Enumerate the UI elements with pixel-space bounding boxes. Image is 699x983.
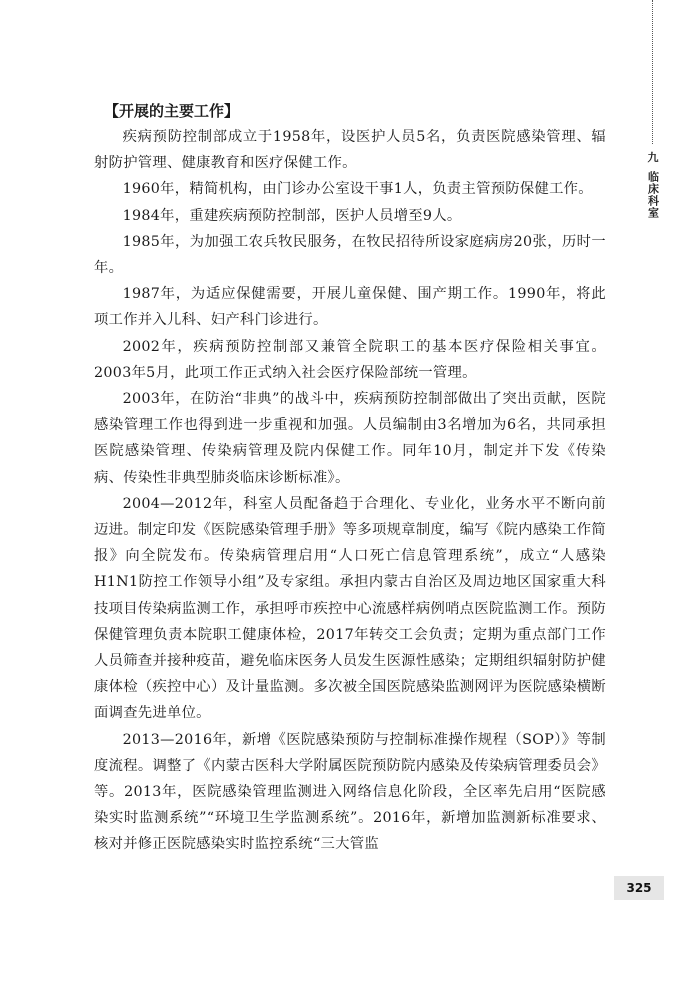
paragraph: 2013—2016年，新增《医院感染预防与控制标准操作规程（SOP）》等制度流程。调整了《内蒙古医科大学附属医院预防院内感染及传染病管理委员会》等。2013年，医院感染管理监测进入网络信息化阶段，全区率先启用“医院感染实时监测系统”“环境卫生学监测系统”。2016年，新增加监测新标准要求、核对并修正医院感染实时监控系统“三大管监 [94,731,606,853]
section-heading: 【开展的主要工作】 [104,102,240,120]
paragraph: 2002年，疾病预防控制部又兼管全院职工的基本医疗保险相关事宜。2003年5月，此项工作正式纳入社会医疗保险部统一管理。 [94,338,606,381]
section-title: 临床科室 [646,171,660,219]
paragraph: 1987年，为适应保健需要，开展儿童保健、围产期工作。1990年，将此项工作并入儿科、妇产科门诊进行。 [94,286,606,329]
paragraph: 1960年，精简机构，由门诊办公室设干事1人，负责主管预防保健工作。 [122,181,593,198]
paragraph: 疾病预防控制部成立于1958年，设医护人员5名，负责医院感染管理、辐射防护管理、健康教育和医疗保健工作。 [94,129,606,172]
paragraph: 1984年，重建疾病预防控制部，医护人员增至9人。 [122,207,462,224]
paragraph: 1985年，为加强工农兵牧民服务，在牧民招待所设家庭病房20张，历时一年。 [94,233,606,277]
section-number: 九 [647,151,659,164]
paragraph: 2004—2012年，科室人员配备趋于合理化、专业化，业务水平不断向前迈进。制定印发《医院感染管理手册》等多项规章制度，编写《院内感染工作简报》向全院发布。传染病管理启用“人口死亡信息管理系统”，成立“人感染H1N1防控工作领导小组”及专家组。承担内蒙古自治区及周边地区国家重大科技项目传染病监测工作，承担呼市疾控中心流感样病例哨点医院监测工作。预防保健管理负责本院职工健康体检，2017年转交工会负责；定期为重点部门工作人员筛查并接种疫苗，避免临床医务人员发生医源性感染；定期组织辐射防护健康体检（疾控中心）及计量监测。多次被全国医院感染监测网评为医院感染横断面调查先进单位。 [94,495,606,722]
margin-dotted-rule [652,0,653,144]
page-number: 325 [614,876,664,900]
paragraph: 2003年，在防治“非典”的战斗中，疾病预防控制部做出了突出贡献，医院感染管理工作也得到进一步重视和加强。人员编制由3名增加为6名，共同承担医院感染管理、传染病管理及院内保健工作。同年10月，制定并下发《传染病、传染性非典型肺炎临床诊断标准》。 [94,391,606,486]
section-side-tab [644,150,662,223]
page-body [94,98,606,858]
